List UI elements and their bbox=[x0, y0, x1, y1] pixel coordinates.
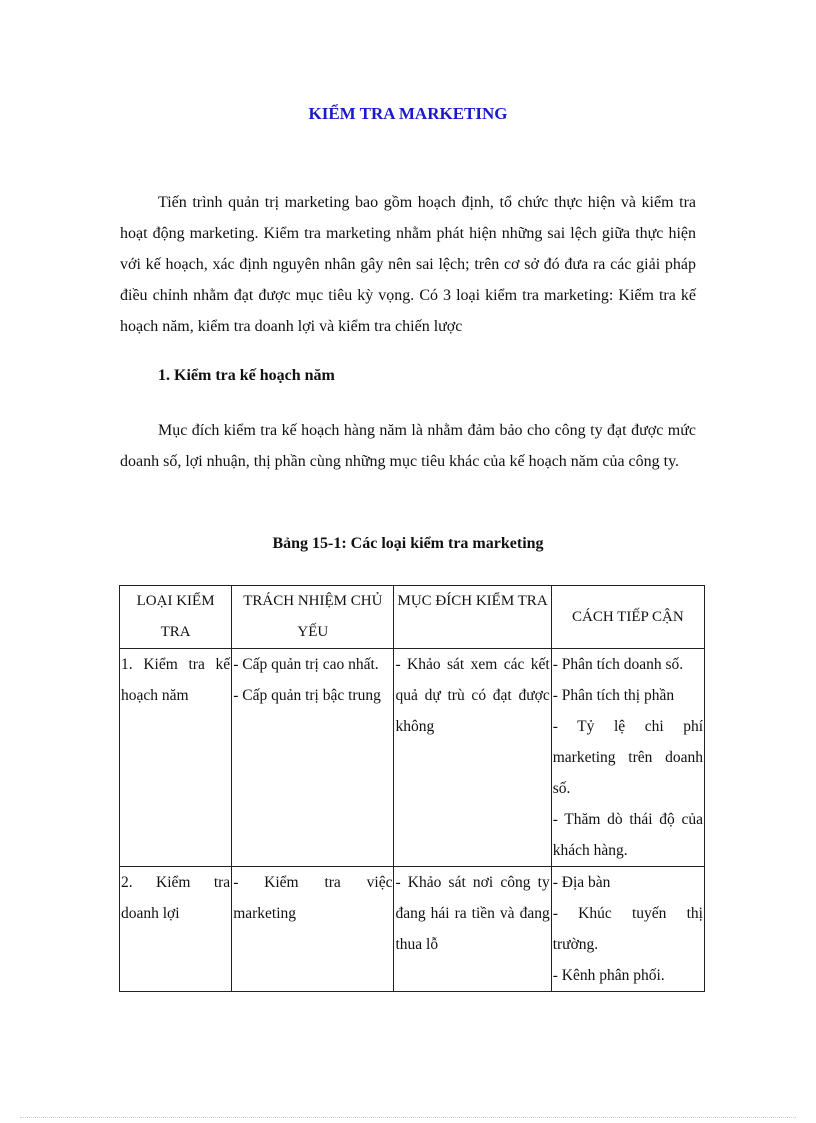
table-row bbox=[120, 867, 705, 992]
table-header-row bbox=[120, 586, 705, 649]
section-paragraph-text: Mục đích kiểm tra kế hoạch hàng năm là nhằm đảm bảo cho công ty đạt được mức doanh số, lợi nhuận, thị phần cùng những mục tiêu khác của kế hoạch năm của công ty. bbox=[120, 422, 696, 470]
header-responsibility: TRÁCH NHIỆM CHỦ YẾU bbox=[232, 586, 394, 649]
cell-approach: - Địa bàn - Khúc tuyến thị trường. - Kênh phân phối. bbox=[551, 867, 704, 992]
marketing-control-table bbox=[119, 585, 705, 992]
cell-approach: - Phân tích doanh số. - Phân tích thị phần - Tỷ lệ chi phí marketing trên doanh số. - Thăm dò thái độ của khách hàng. bbox=[551, 649, 704, 867]
table-row bbox=[120, 649, 705, 867]
header-purpose: MỤC ĐÍCH KIỂM TRA bbox=[394, 586, 551, 649]
cell-type: 2. Kiểm tra doanh lợi bbox=[120, 867, 232, 992]
cell-purpose: - Khảo sát xem các kết quả dự trù có đạt được không bbox=[394, 649, 551, 867]
section-paragraph bbox=[120, 415, 696, 477]
cell-responsibility: - Cấp quản trị cao nhất. - Cấp quản trị bậc trung bbox=[232, 649, 394, 867]
cell-type: 1. Kiểm tra kế hoạch năm bbox=[120, 649, 232, 867]
intro-paragraph bbox=[120, 187, 696, 342]
cell-responsibility: - Kiểm tra việc marketing bbox=[232, 867, 394, 992]
page-bottom-divider bbox=[20, 1117, 796, 1118]
header-approach: CÁCH TIẾP CẬN bbox=[551, 586, 704, 649]
section-heading: 1. Kiểm tra kế hoạch năm bbox=[158, 367, 335, 384]
table-caption: Bảng 15-1: Các loại kiểm tra marketing bbox=[272, 535, 544, 552]
intro-paragraph-text: Tiến trình quản trị marketing bao gồm hoạch định, tổ chức thực hiện và kiểm tra hoạt động marketing. Kiểm tra marketing nhằm phát hiện những sai lệch giữa thực hiện với kế hoạch, xác định nguyên nhân gây nên sai lệch; trên cơ sở đó đưa ra các giải pháp điều chỉnh nhằm đạt được mục tiêu kỳ vọng. Có 3 loại kiểm tra marketing: Kiểm tra kế hoạch năm, kiểm tra doanh lợi và kiểm tra chiến lược bbox=[120, 194, 696, 335]
header-type: LOẠI KIỂM TRA bbox=[120, 586, 232, 649]
cell-purpose: - Khảo sát nơi công ty đang hái ra tiền và đang thua lỗ bbox=[394, 867, 551, 992]
document-title: KIỂM TRA MARKETING bbox=[308, 104, 508, 123]
